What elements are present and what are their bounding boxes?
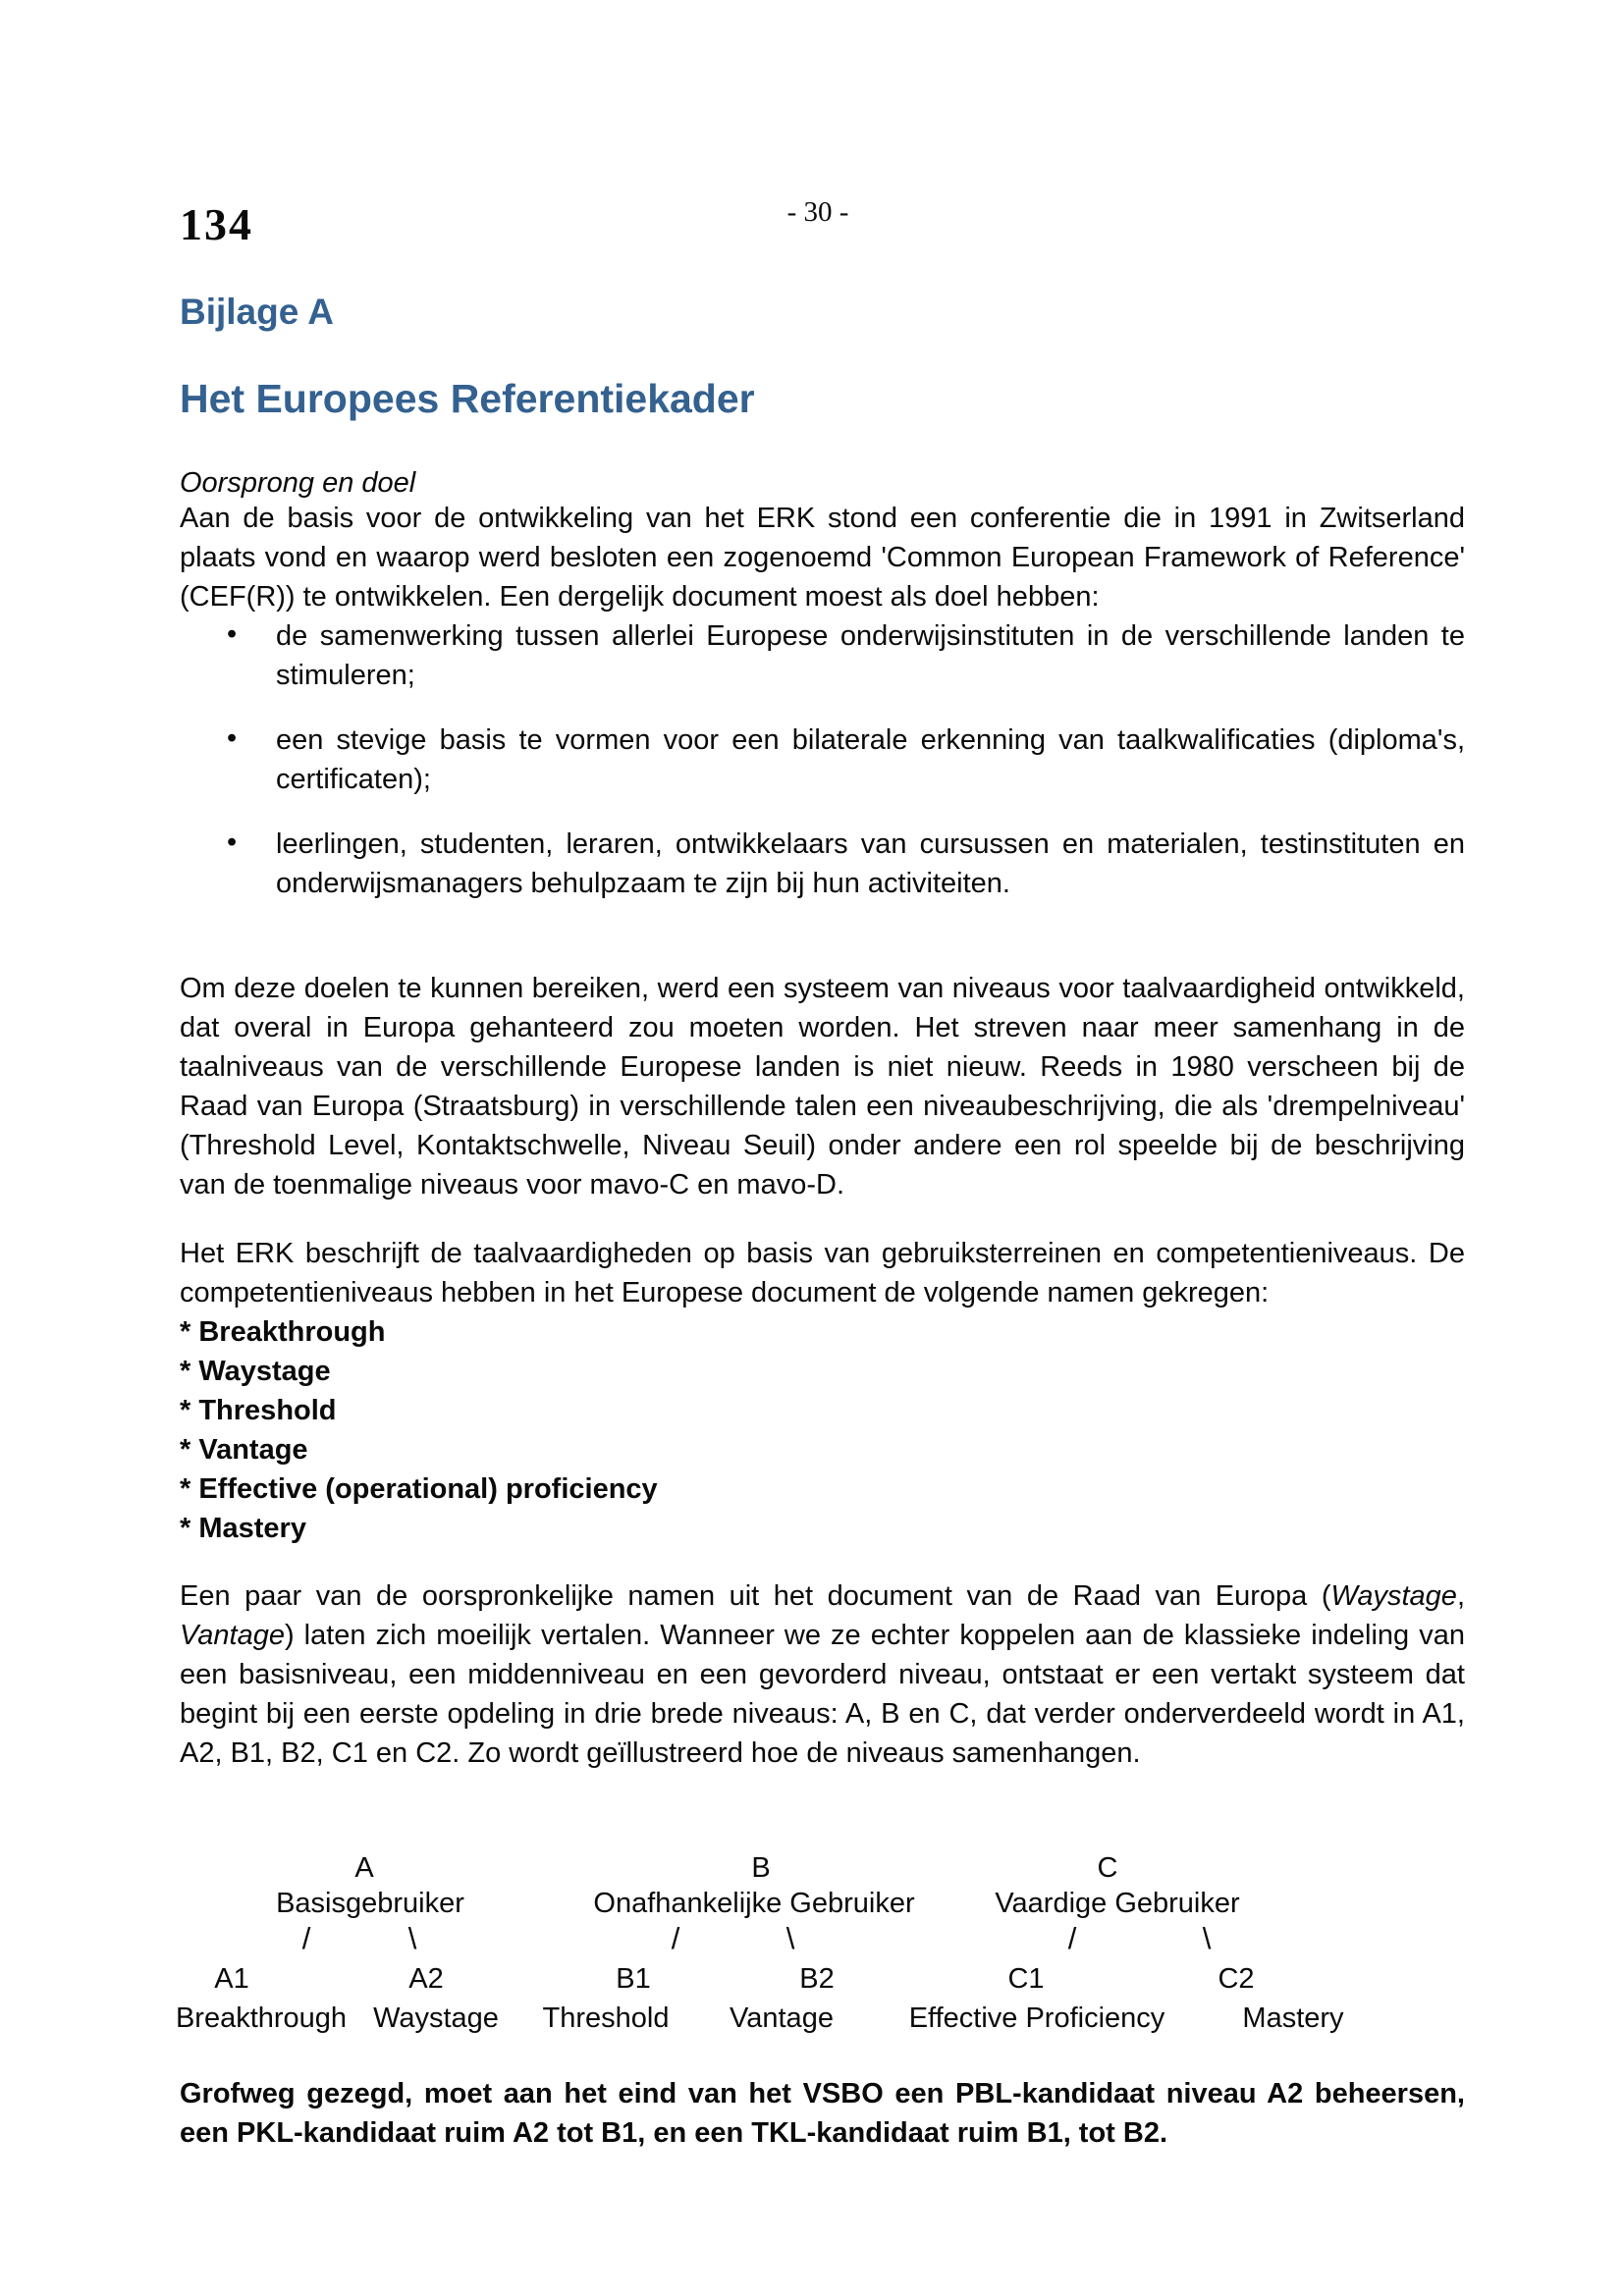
branch-left-icon: /	[301, 1921, 311, 1955]
level-name-item: * Waystage	[180, 1356, 331, 1387]
branch-right-icon: \	[1202, 1921, 1212, 1955]
diagram-label-b2: Vantage	[730, 2002, 834, 2034]
diagram-name-a: Basisgebruiker	[276, 1888, 464, 1919]
goals-list-item-text: een stevige basis te vormen voor een bilaterale erkenning van taalkwalificaties (diploma's, certificaten);	[276, 724, 1465, 795]
page-folio: - 30 -	[786, 196, 849, 228]
diagram-level-b: B	[751, 1852, 771, 1884]
translate-paragraph-text: ) laten zich moeilijk vertalen. Wanneer we ze echter koppelen aan de klassieke indeling van een basisniveau, een middenniveau en een gevorderd niveau, ontstaat er een vertakt systeem dat begint bij een eerste opdeling in drie brede niveaus: A, B en C, dat verder onderverdeeld wordt in A1, A2, B1, B2, C1 en C2. Zo wordt geïllustreerd hoe de niveaus samenhangen.	[180, 1620, 1465, 1769]
goals-list-item-text: leerlingen, studenten, leraren, ontwikkelaars van cursussen en materialen, testinstituten en onderwijsmanagers behulpzaam te zijn bij hun activiteiten.	[276, 828, 1465, 899]
translate-paragraph	[180, 1576, 1465, 1773]
bullet-icon: •	[227, 722, 238, 754]
intro-paragraph: Aan de basis voor de ontwikkeling van het ERK stond een conferentie die in 1991 in Zwitserland plaats vond en waarop werd besloten een zogenoemd 'Common European Framework of Reference' (CEF(R)) te ontwikkelen. Een dergelijk document moest als doel hebben:	[180, 503, 1465, 613]
document-title: Het Europees Referentiekader	[180, 376, 755, 421]
translate-paragraph-text: Een paar van de oorspronkelijke namen uit het document van de Raad van Europa (	[180, 1580, 1331, 1612]
diagram-code-b2: B2	[799, 1963, 835, 1995]
diagram-code-a1: A1	[214, 1963, 249, 1995]
branch-right-icon: \	[785, 1921, 795, 1955]
level-name-item: * Threshold	[180, 1395, 337, 1426]
diagram-code-c1: C1	[1007, 1963, 1045, 1995]
diagram-code-c2: C2	[1218, 1963, 1255, 1995]
translate-paragraph-text: ,	[1456, 1580, 1465, 1612]
appendix-heading: Bijlage A	[180, 292, 334, 332]
diagram-code-b1: B1	[616, 1963, 651, 1995]
conclusion-paragraph: Grofweg gezegd, moet aan het eind van het VSBO een PBL-kandidaat niveau A2 beheersen, een PKL-kandidaat ruim A2 tot B1, en een TKL-kandidaat ruim B1, tot B2.	[180, 2078, 1465, 2149]
page-number: 134	[180, 199, 253, 249]
section-subheading: Oorsprong en doel	[180, 467, 416, 499]
diagram-label-c1: Effective Proficiency	[908, 2002, 1165, 2034]
goals-list-item-text: de samenwerking tussen allerlei Europese onderwijsinstituten in de verschillende landen te stimuleren;	[276, 620, 1465, 691]
goals-list	[180, 616, 1465, 929]
level-name-item: * Mastery	[180, 1513, 306, 1544]
branch-left-icon: /	[671, 1921, 680, 1955]
diagram-label-a2: Waystage	[373, 2002, 499, 2034]
translate-paragraph-italic: Vantage	[180, 1620, 285, 1651]
branch-left-icon: /	[1067, 1921, 1077, 1955]
levels-history-paragraph: Om deze doelen te kunnen bereiken, werd een systeem van niveaus voor taalvaardigheid ontwikkeld, dat overal in Europa gehanteerd zou moeten worden. Het streven naar meer samenhang in de taalniveaus van de verschillende Europese landen is niet nieuw. Reeds in 1980 verscheen bij de Raad van Europa (Straatsburg) in verschillende talen een niveaubeschrijving, die als 'drempelniveau' (Threshold Level, Kontaktschwelle, Niveau Seuil) onder andere een rol speelde bij de beschrijving van de toenmalige niveaus voor mavo-C en mavo-D.	[180, 973, 1465, 1201]
level-name-item: * Breakthrough	[180, 1316, 386, 1348]
goals-list-item	[180, 616, 1465, 695]
level-name-item: * Effective (operational) proficiency	[180, 1473, 658, 1505]
diagram-level-a: A	[354, 1852, 374, 1884]
goals-list-item	[180, 721, 1465, 799]
bullet-icon: •	[227, 827, 238, 858]
branch-right-icon: \	[407, 1921, 417, 1955]
bullet-icon: •	[227, 618, 238, 650]
diagram-level-c: C	[1097, 1852, 1118, 1884]
diagram-label-c2: Mastery	[1242, 2002, 1344, 2034]
erk-levels-block	[180, 1234, 1465, 1548]
goals-list-item	[180, 825, 1465, 903]
level-name-item: * Vantage	[180, 1434, 308, 1466]
diagram-name-b: Onafhankelijke Gebruiker	[593, 1888, 915, 1919]
diagram-label-b1: Threshold	[542, 2002, 670, 2034]
diagram-code-a2: A2	[408, 1963, 444, 1995]
erk-intro-paragraph: Het ERK beschrijft de taalvaardigheden op basis van gebruiksterreinen en competentieniveaus. De competentieniveaus hebben in het Europese document de volgende namen gekregen:	[180, 1238, 1465, 1308]
translate-paragraph-italic: Waystage	[1330, 1580, 1457, 1612]
diagram-label-a1: Breakthrough	[175, 2002, 348, 2034]
diagram-name-c: Vaardige Gebruiker	[995, 1888, 1240, 1919]
